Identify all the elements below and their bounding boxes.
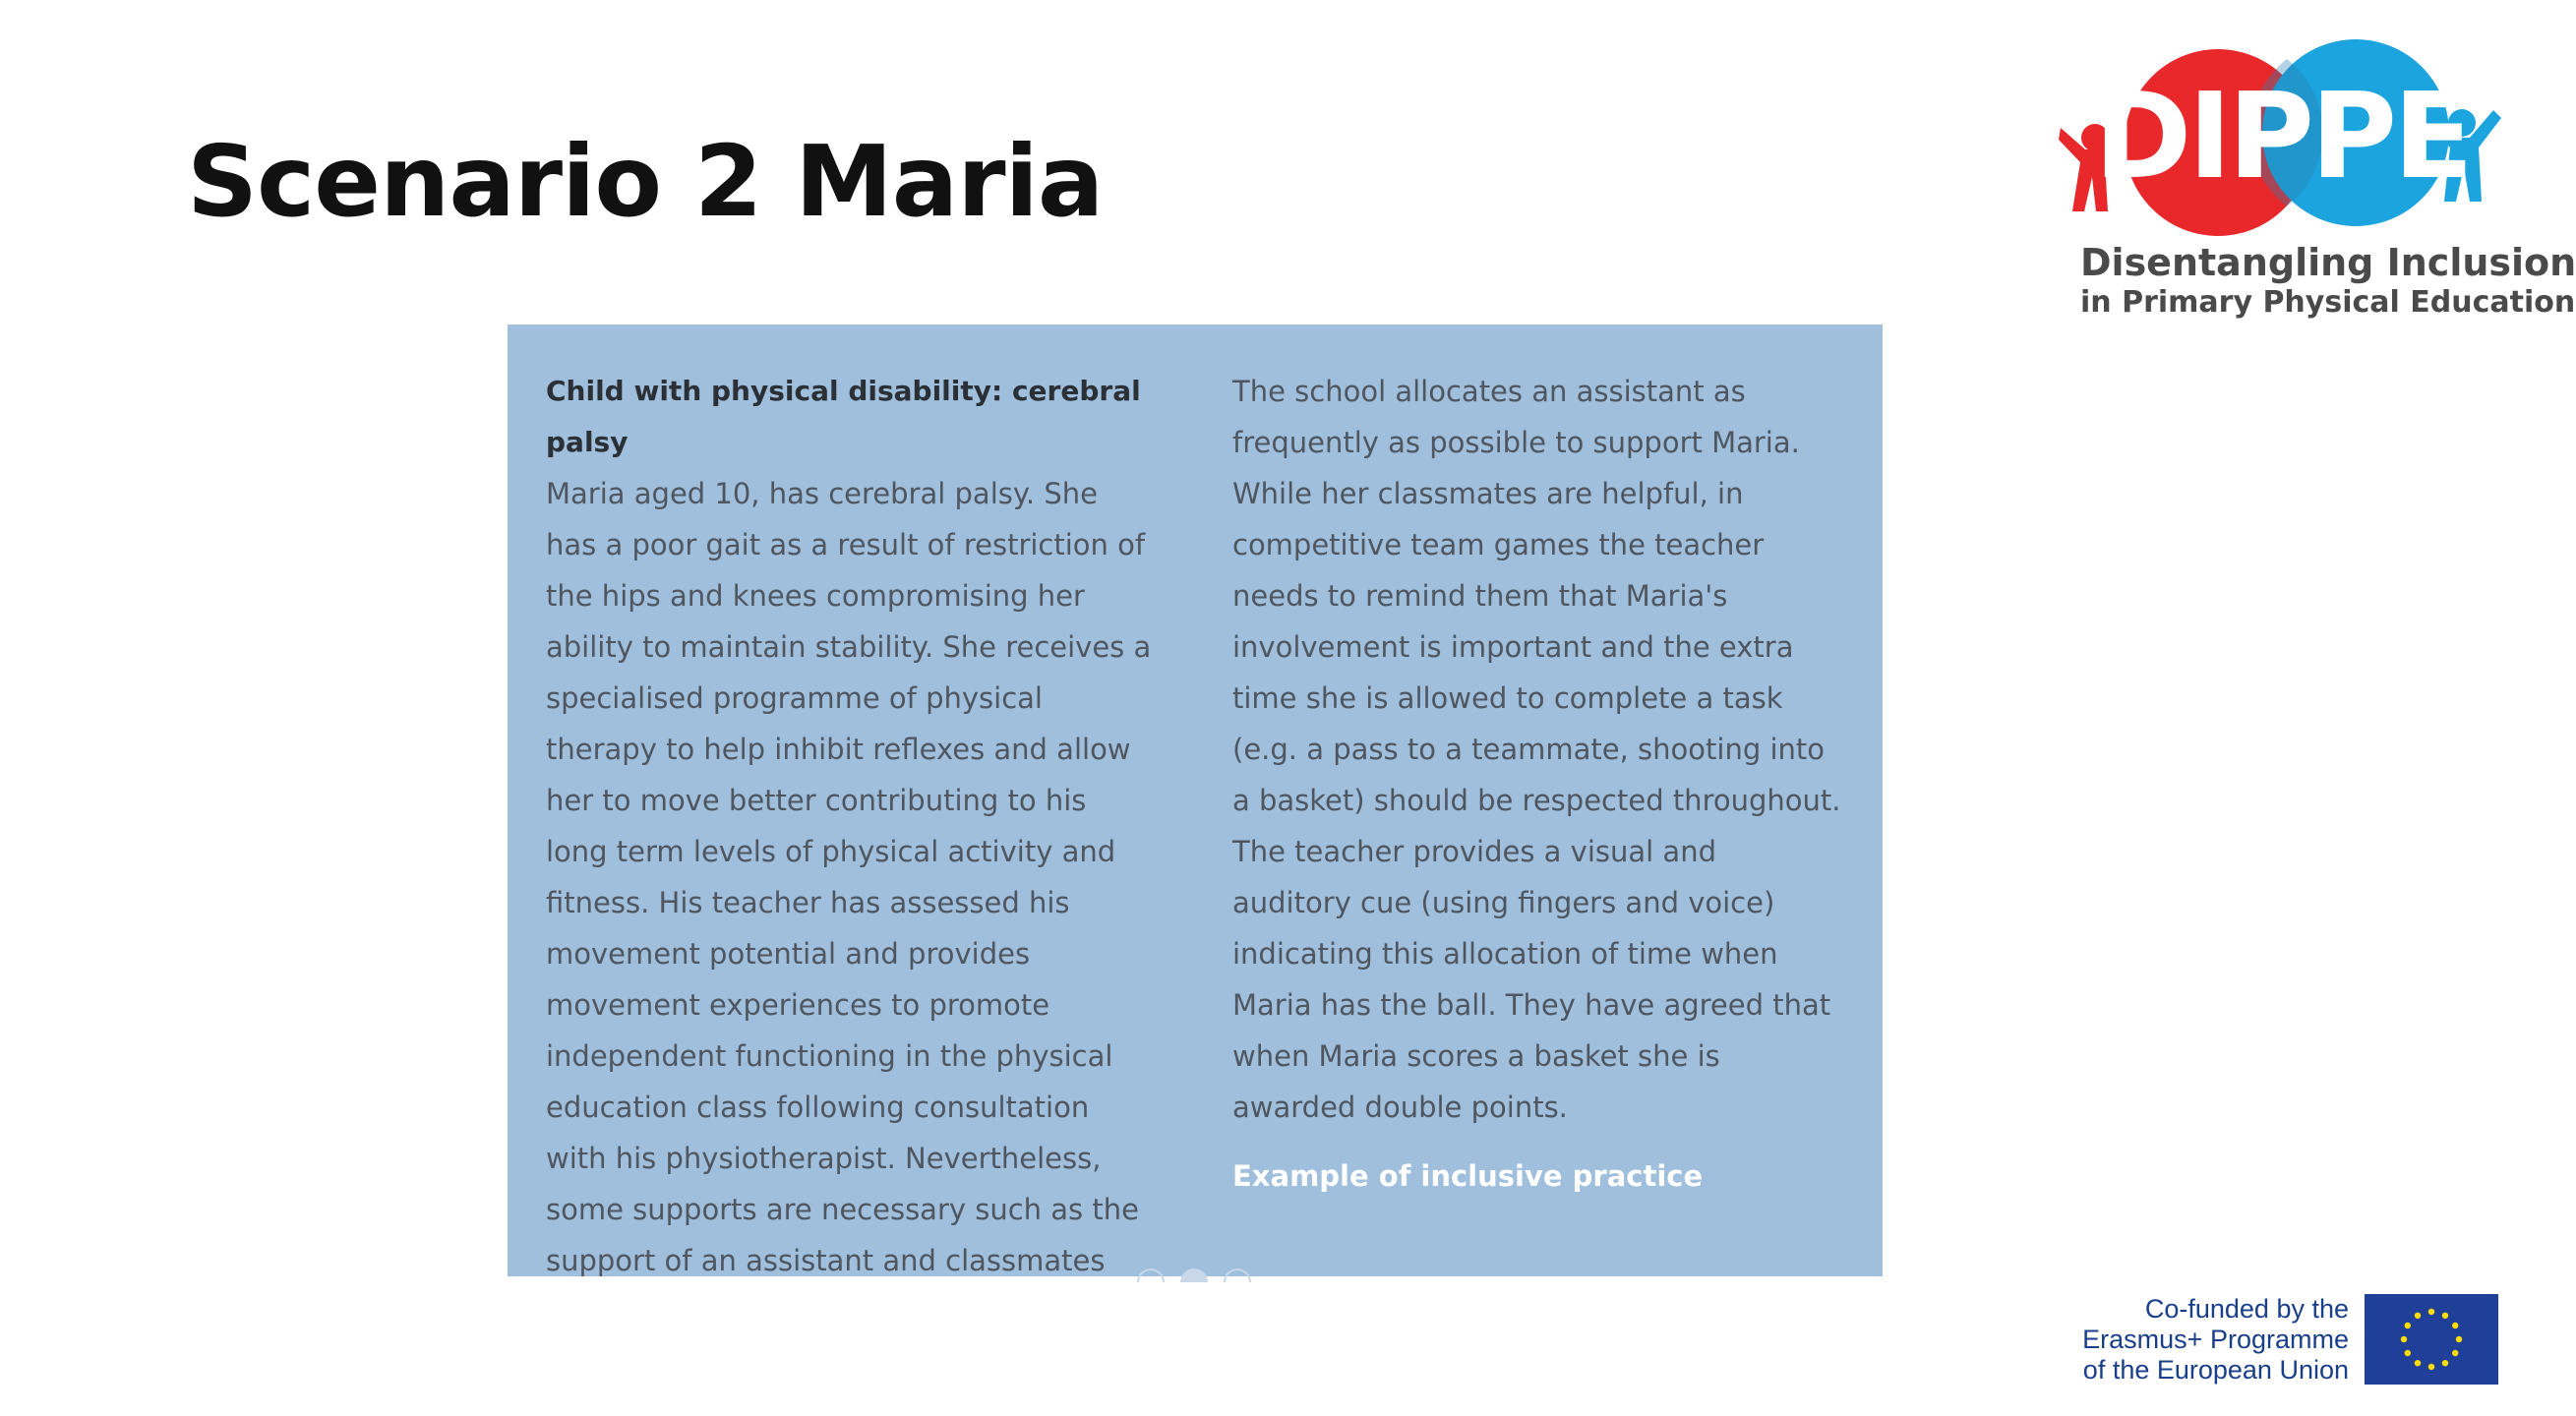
scenario-practice: The school allocates an assistant as frequently as possible to support Maria. While her classmates are helpful, in competitive team games the teacher needs to remind them that Maria's involvement is important and the extra time she is allowed to complete a task (e.g. a pass to a teammate, shooting into a basket) should be respected throughout. The teacher provides a visual and auditory cue (using fingers and voice) indicating this allocation of time when Maria has the ball. They have agreed that when Maria scores a basket she is awarded double points. <box>1232 375 1841 1124</box>
eu-line3: of the European Union <box>2082 1355 2349 1385</box>
scenario-left-column <box>546 366 1156 1286</box>
eu-badge-text <box>2082 1294 2349 1386</box>
eu-star <box>2428 1364 2434 1370</box>
eu-flag-icon <box>2365 1294 2498 1385</box>
pager-dot-active[interactable] <box>1180 1268 1208 1282</box>
eu-star <box>2452 1350 2458 1356</box>
scenario-right-column <box>1232 366 1842 1202</box>
eu-line2: Erasmus+ Programme <box>2082 1325 2349 1354</box>
eu-star <box>2442 1313 2448 1319</box>
logo-subtitle-line1: Disentangling Inclusion <box>2080 241 2576 284</box>
dippe-logo <box>2061 39 2576 324</box>
eu-stars-icon <box>2365 1294 2498 1385</box>
eu-star <box>2428 1309 2434 1315</box>
dippe-logo-mark <box>2061 39 2513 236</box>
slide-title: Scenario 2 Maria <box>187 124 1104 239</box>
logo-subtitle-line2: in Primary Physical Education <box>2080 285 2576 320</box>
eu-cofunded-badge <box>2066 1288 2498 1386</box>
eu-star <box>2405 1323 2411 1328</box>
carousel-pager <box>1137 1268 1251 1282</box>
eu-line1: Co-funded by the <box>2144 1294 2349 1324</box>
scenario-panel <box>508 324 1883 1276</box>
eu-star <box>2401 1336 2407 1342</box>
eu-star <box>2415 1313 2421 1319</box>
scenario-heading: Child with physical disability: cerebral palsy <box>546 375 1141 458</box>
pager-dot[interactable] <box>1137 1268 1165 1282</box>
scenario-description: Maria aged 10, has cerebral palsy. She has a poor gait as a result of restriction of the hips and knees compromising her ability to maintain stability. She receives a specialised programme of physical therapy to help inhibit reflexes and allow her to move better contributing to his long term levels of physical activity and fitness. His teacher has assessed his movement potential and provides movement experiences to promote independent functioning in the physical education class following consultation with his physiotherapist. Nevertheless, some supports are necessary such as the support of an assistant and classmates <box>546 477 1152 1277</box>
eu-star <box>2456 1336 2462 1342</box>
eu-star <box>2415 1360 2421 1366</box>
eu-star <box>2405 1350 2411 1356</box>
dippe-wordmark: DIPPE <box>2093 69 2471 206</box>
eu-star <box>2452 1323 2458 1328</box>
pager-dot[interactable] <box>1224 1268 1251 1282</box>
eu-star <box>2442 1360 2448 1366</box>
example-label: Example of inclusive practice <box>1232 1159 1704 1193</box>
